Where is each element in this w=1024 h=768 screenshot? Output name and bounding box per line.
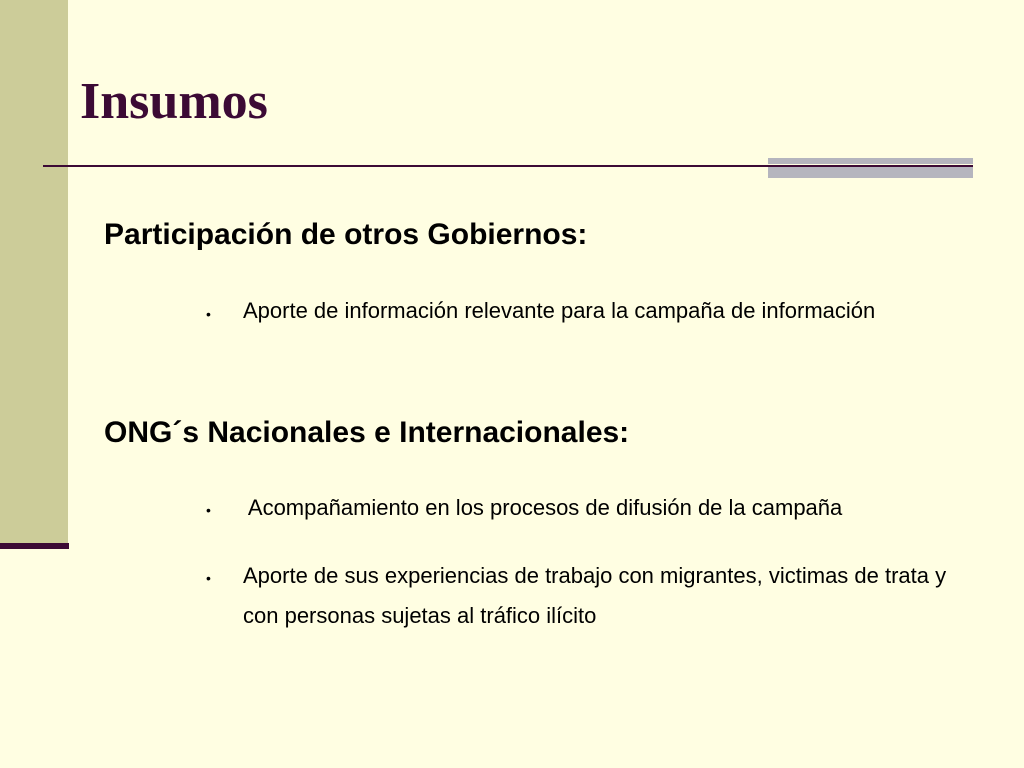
list-item-experiencias: Aporte de sus experiencias de trabajo con migrantes, victimas de trata y con personas sujetas al tráfico ilícito bbox=[243, 563, 947, 628]
list-item-aporte-informacion: Aporte de información relevante para la campaña de información bbox=[243, 298, 876, 323]
sidebar-decoration bbox=[0, 0, 68, 546]
list-item-acompanamiento: Acompañamiento en los procesos de difusión de la campaña bbox=[243, 495, 843, 520]
bullet-marker: • bbox=[206, 502, 211, 518]
accent-stripe-top bbox=[768, 158, 973, 164]
accent-stripe-bottom bbox=[768, 167, 973, 178]
sidebar-underline bbox=[0, 543, 69, 549]
bullet-marker: • bbox=[206, 570, 211, 586]
bullet-marker: • bbox=[206, 306, 211, 322]
slide-title: Insumos bbox=[80, 73, 268, 130]
section-heading-gobiernos: Participación de otros Gobiernos: bbox=[104, 218, 588, 251]
section-heading-ong: ONG´s Nacionales e Internacionales: bbox=[104, 416, 630, 449]
title-accent-bars bbox=[768, 158, 973, 178]
